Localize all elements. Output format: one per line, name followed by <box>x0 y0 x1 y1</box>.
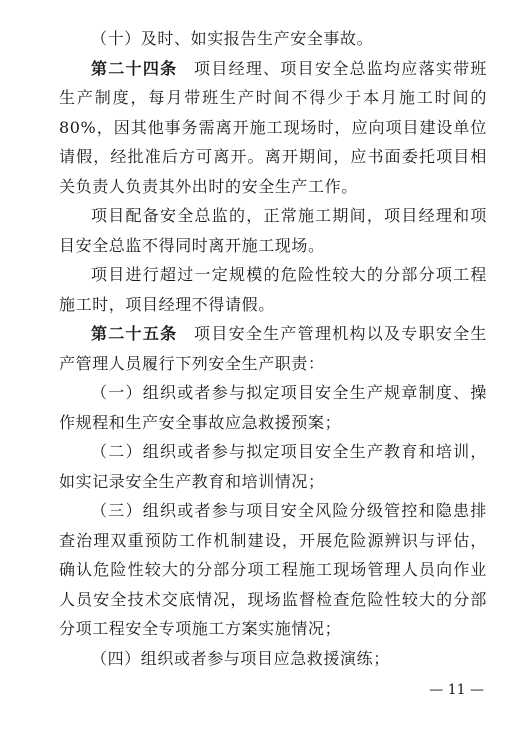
safety-director-paragraph <box>59 201 487 260</box>
article-25-title: 第二十五条 <box>91 324 178 343</box>
paragraph-text: （二）组织或者参与拟定项目安全生产教育和培训，如实记录安全生产教育和培训情况； <box>59 442 487 491</box>
paragraph-text: （四）组织或者参与项目应急救援演练； <box>91 648 390 668</box>
article-25-paragraph <box>59 319 487 378</box>
paragraph-item-10 <box>59 24 487 54</box>
article-24-paragraph <box>59 54 487 202</box>
document-body <box>59 24 487 673</box>
paragraph-text: 项目进行超过一定规模的危险性较大的分部分项工程施工时，项目经理不得请假。 <box>59 265 487 314</box>
paragraph-text: （三）组织或者参与项目安全风险分级管控和隐患排查治理双重预防工作机制建设，开展危险源辨识与评估，确认危险性较大的分部分项工程施工现场管理人员向作业人员安全技术交底情况，现场监督检查危险性较大的分部分项工程安全专项施工方案实施情况； <box>59 501 487 638</box>
duty-item-3 <box>59 496 487 644</box>
paragraph-text: （一）组织或者参与拟定项目安全生产规章制度、操作规程和生产安全事故应急救援预案； <box>59 383 487 432</box>
duty-item-4 <box>59 644 487 674</box>
paragraph-text: 项目配备安全总监的，正常施工期间，项目经理和项目安全总监不得同时离开施工现场。 <box>59 206 487 255</box>
article-24-title: 第二十四条 <box>91 58 178 78</box>
duty-item-2 <box>59 437 487 496</box>
duty-item-1 <box>59 378 487 437</box>
article-24-text: 项目经理、项目安全总监均应落实带班生产制度，每月带班生产时间不得少于本月施工时间的80%，因其他事务需离开施工现场时，应向项目建设单位请假，经批准后方可离开。离开期间，应书面委托项目相关负责人负责其外出时的安全生产工作。 <box>59 58 487 196</box>
article-25-text: 项目安全生产管理机构以及专职安全生产管理人员履行下列安全生产职责： <box>59 324 487 373</box>
dangerous-works-paragraph <box>59 260 487 319</box>
page-number: — 11 — <box>429 682 484 698</box>
paragraph-text: （十）及时、如实报告生产安全事故。 <box>91 29 374 48</box>
